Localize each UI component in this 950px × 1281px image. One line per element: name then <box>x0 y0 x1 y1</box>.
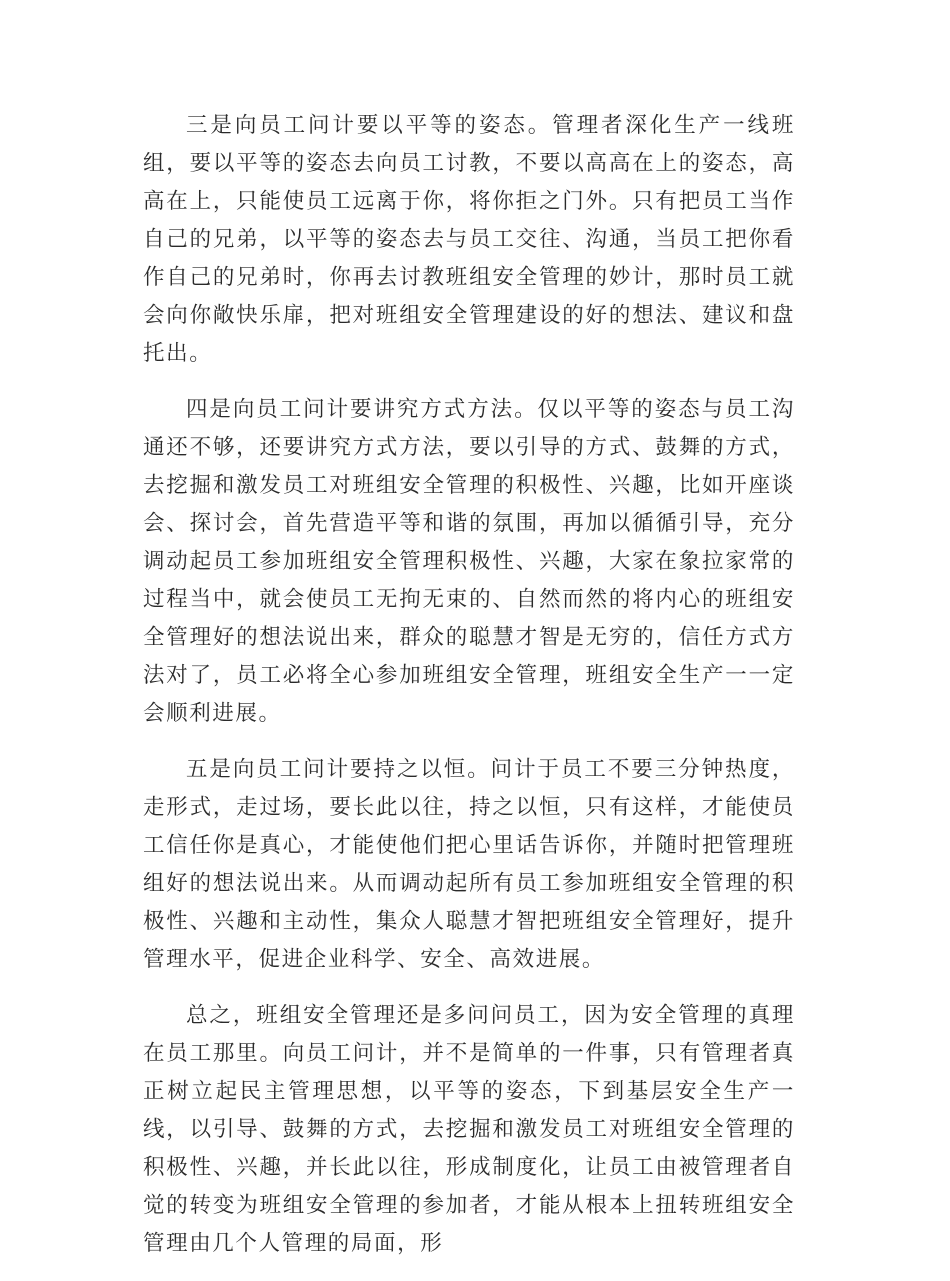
document-body <box>143 107 795 1281</box>
paragraph-3: 三是向员工问计要以平等的姿态。管理者深化生产一线班组，要以平等的姿态去向员工讨教，不要以高高在上的姿态，高高在上，只能使员工远离于你，将你拒之门外。只有把员工当作自己的兄弟，以平等的姿态去与员工交往、沟通，当员工把你看作自己的兄弟时，你再去讨教班组安全管理的妙计，那时员工就会向你敞快乐扉，把对班组安全管理建设的好的想法、建议和盘托出。 <box>143 113 795 366</box>
paragraph-5: 五是向员工问计要持之以恒。问计于员工不要三分钟热度，走形式，走过场，要长此以往，持之以恒，只有这样，才能使员工信任你是真心，才能使他们把心里话告诉你，并随时把管理班组好的想法说出来。从而调动起所有员工参加班组安全管理的积极性、兴趣和主动性，集众人聪慧才智把班组安全管理好，提升管理水平，促进企业科学、安全、高效进展。 <box>143 757 795 972</box>
paragraph-4: 四是向员工问计要讲究方式方法。仅以平等的姿态与员工沟通还不够，还要讲究方式方法，要以引导的方式、鼓舞的方式，去挖掘和激发员工对班组安全管理的积极性、兴趣，比如开座谈会、探讨会，首先营造平等和谐的氛围，再加以循循引导，充分调动起员工参加班组安全管理积极性、兴趣，大家在象拉家常的过程当中，就会使员工无拘无束的、自然而然的将内心的班组安全管理好的想法说出来，群众的聪慧才智是无穷的，信任方式方法对了，员工必将全心参加班组安全管理，班组安全生产一一定会顺利进展。 <box>143 397 795 726</box>
paragraph-summary: 总之，班组安全管理还是多问问员工，因为安全管理的真理在员工那里。向员工问计，并不是简单的一件事，只有管理者真正树立起民主管理思想，以平等的姿态，下到基层安全生产一线，以引导、鼓舞的方式，去挖掘和激发员工对班组安全管理的积极性、兴趣，并长此以往，形成制度化，让员工由被管理者自觉的转变为班组安全管理的参加者，才能从根本上扭转班组安全管理由几个人管理的局面，形 <box>143 1003 795 1256</box>
